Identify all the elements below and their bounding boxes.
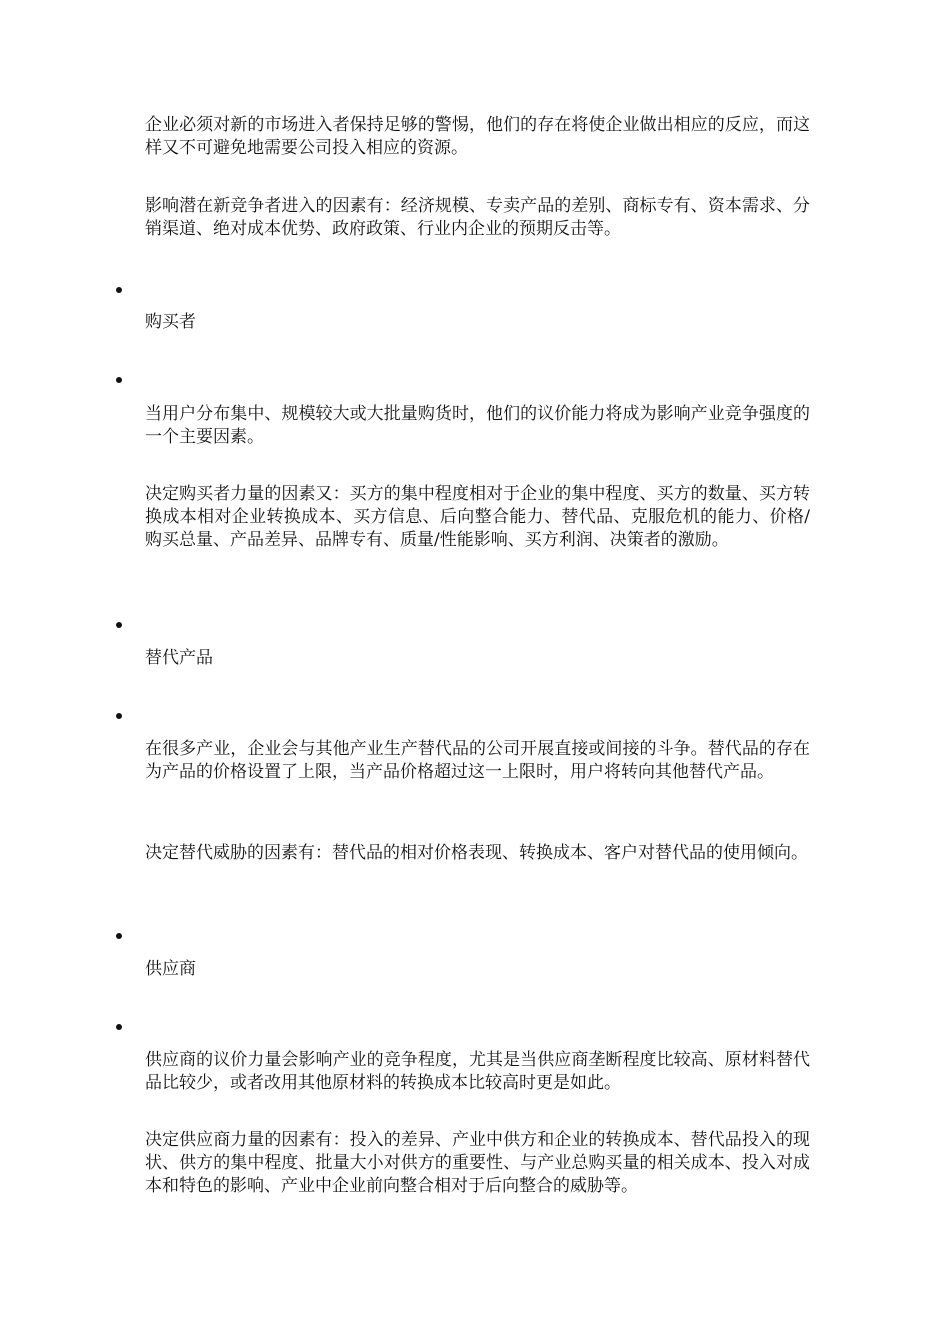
heading-substitutes: 替代产品	[145, 648, 213, 668]
heading-suppliers: 供应商	[145, 959, 196, 979]
paragraph-substitute-threat-factors: 决定替代威胁的因素有：替代品的相对价格表现、转换成本、客户对替代品的使用倾向。	[145, 843, 808, 863]
paragraph-substitute-competition: 在很多产业，企业会与其他产业生产替代品的公司开展直接或间接的斗争。替代品的存在为产品的价格设置了上限，当产品价格超过这一上限时，用户将转向其他替代产品。	[145, 739, 810, 782]
paragraph-supplier-power-factors: 决定供应商力量的因素有：投入的差异、产业中供方和企业的转换成本、替代品投入的现状、供方的集中程度、批量大小对供方的重要性、与产业总购买量的相关成本、投入对成本和特色的影响、产业中企业前向整合相对于后向整合的威胁等。	[145, 1130, 810, 1196]
bullet-icon	[116, 933, 124, 941]
paragraph-supplier-bargaining: 供应商的议价力量会影响产业的竞争程度，尤其是当供应商垄断程度比较高、原材料替代品比较少，或者改用其他原材料的转换成本比较高时更是如此。	[145, 1050, 810, 1093]
bullet-icon	[116, 622, 124, 630]
heading-buyers: 购买者	[145, 312, 196, 332]
bullet-icon	[116, 713, 124, 721]
paragraph-new-entrants-vigilance: 企业必须对新的市场进入者保持足够的警惕，他们的存在将使企业做出相应的反应，而这样又不可避免地需要公司投入相应的资源。	[145, 115, 810, 158]
bullet-icon	[116, 287, 124, 295]
paragraph-entry-factors: 影响潜在新竞争者进入的因素有：经济规模、专卖产品的差别、商标专有、资本需求、分销渠道、绝对成本优势、政府政策、行业内企业的预期反击等。	[145, 196, 810, 239]
bullet-icon	[116, 1024, 124, 1032]
paragraph-buyer-power-factors: 决定购买者力量的因素又：买方的集中程度相对于企业的集中程度、买方的数量、买方转换成本相对企业转换成本、买方信息、后向整合能力、替代品、克服危机的能力、价格/购买总量、产品差异、品牌专有、质量/性能影响、买方利润、决策者的激励。	[145, 484, 810, 550]
bullet-icon	[116, 377, 124, 385]
paragraph-buyer-bargaining: 当用户分布集中、规模较大或大批量购货时，他们的议价能力将成为影响产业竞争强度的一个主要因素。	[145, 404, 810, 447]
